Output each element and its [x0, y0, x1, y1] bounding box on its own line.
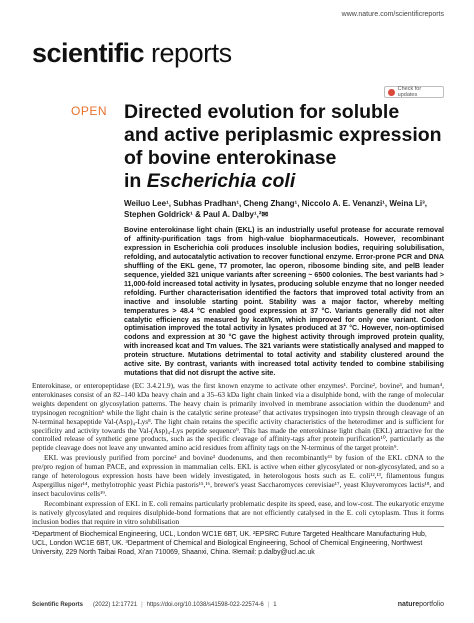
title-line-2: and active periplasmic expression — [124, 124, 442, 146]
journal-logo-rest: reports — [144, 38, 232, 68]
crossmark-icon — [388, 89, 395, 96]
journal-logo-bold: scientific — [32, 38, 145, 68]
title-line-4: in — [124, 170, 147, 192]
affiliations: ¹Department of Biochemical Engineering, UCL, London WC1E 6BT, UK. ²EPSRC Future Targeted Healthcare Manufacturing Hub, UCL, London WC1E 6BT, UK. ³Department of Chemical and Biological Engineering, School of Chemical Engineering, Northwest University, 229 North Taibai Road, Xi'an 710069, Shaanxi, China. ✉email: p.dalby@ucl.ac.uk — [32, 531, 427, 556]
abstract: Bovine enterokinase light chain (EKL) is an industrially useful protease for accurate removal of affinity-purification tags from high-value biopharmaceuticals. However, recombinant expression in Escherichia coli produces insoluble inclusion bodies, requiring solubilisation, refolding, and autocatalytic activation to recover functional enzyme. Error-prone PCR and DNA shuffling of the EKL gene, T7 promoter, lac operon, ribosome binding site, and pelB leader sequence, yielded 321 unique variants after screening ~ 6500 colonies. The best variants had > 11,000-fold increased total activity in lysates, producing soluble enzyme that no longer needed refolding. Further characterisation identified the factors that improved total activity from an inactive and insoluble starting point. Stability was a major factor, whereby melting temperatures > 48.4 °C enabled good expression at 37 °C. Variants generally did not alter catalytic efficiency as measured by kcat/Km, which improved for only one variant. Codon optimisation improved the total activity in lysates produced at 37 °C. However, non-optimised codons and expression at 30 °C gave the highest activity through improved protein quality, with increased kcat and Tm values. The 321 variants were statistically analysed and mapped to protein structure. Mutations detrimental to total activity and stability clustered around the active site. By contrast, variants with increased total activity tended to combine stabilising mutations that did not disrupt the active site. — [124, 226, 444, 378]
paragraph-2: EKL was previously purified from porcine² and bovine³ duodenums, and then recombinantly¹¹ by fusion of the EKL cDNA to the pre/pro region of human PACE, and expression in mammalian cells. EKL is active when either glycosylated or non-glycosylated, and so a range of heterologous expression hosts have been widely investigated, in heterologous hosts such as E. coli¹²,¹³, filamentous fungus Aspergillus niger¹⁴, methylotrophic yeast Pichia pastoris¹⁵,¹⁶, brewer's yeast Saccharomyces cerevisiae¹⁷, yeast Kluyveromyces lactis¹⁸, and insect baculovirus cells¹⁹. — [32, 453, 444, 498]
page-footer — [32, 601, 444, 608]
publisher-logo — [398, 601, 444, 608]
title-species: Escherichia coli — [146, 170, 296, 192]
author-list[interactable]: Weiluo Lee¹, Subhas Pradhan¹, Cheng Zhang¹, Niccolo A. E. Venanzi¹, Weina Li³, Stephen Goldrick¹ & Paul A. Dalby¹,²✉ — [124, 199, 427, 219]
check-for-updates-label: Check for updates — [397, 86, 422, 98]
footer-citation: (2022) 12:17721 — [93, 601, 138, 608]
publisher-logo-rest: portfolio — [419, 601, 444, 608]
title-line-1: Directed evolution for soluble — [124, 101, 400, 123]
article-title — [124, 101, 454, 193]
footnote-divider — [32, 526, 444, 527]
journal-url[interactable]: www.nature.com/scientificreports — [341, 11, 444, 18]
footer-doi-link[interactable]: https://doi.org/10.1038/s41598-022-22574-6 — [146, 601, 264, 608]
journal-logo — [32, 38, 232, 69]
publisher-logo-bold: nature — [397, 601, 420, 608]
title-line-3: of bovine enterokinase — [124, 147, 337, 169]
footer-separator-1: | — [141, 601, 143, 608]
footer-separator-2: | — [267, 601, 270, 608]
paragraph-1: Enterokinase, or enteropeptidase (EC 3.4.21.9), was the first known enzyme to activate other enzymes¹. Porcine², bovine³, and human⁴, enterokinases consist of an 82–140 kDa heavy chain and a 35–63 kDa light chain linked via a disulphide bond, with the range of molecular weights dependent on glycosylation patterns. The heavy chain is primarily involved in membrane association within the duodenum⁵ and trypsinogen recognition⁶ while the light chain is the catalytic serine protease⁷ that activates trypsinogen into trypsin through cleavage of an N-terminal hexapeptide Val-(Asp)₄-Lys⁸. The light chain retains the specific activity characteristics of the heterodimer and is sufficient for specificity and activity towards the Val-(Asp)₄-Lys peptide sequence⁹. This has made the enterokinase light chain (EKL) attractive for the controlled release of synthetic gene products, such as the specific cleavage of affinity-tags after protein purification¹⁰, particularly as the peptide cleavage does not leave any unwanted amino acid residues from affinity tags on the N-terminus of the target protein⁹. — [32, 381, 444, 453]
check-for-updates-button[interactable] — [384, 86, 444, 98]
footer-journal: Scientific Reports — [32, 601, 84, 608]
open-access-label: OPEN — [71, 104, 108, 118]
body-text — [32, 382, 444, 528]
footer-page-number: 1 — [273, 601, 277, 608]
paragraph-3: Recombinant expression of EKL in E. coli remains particularly problematic despite its speed, ease, and low-cost. The eukaryotic enzyme is natively glycosylated and requires disulphide-bond formations that are not efficiently catalysed in the E. coli cytoplasm. Thus it forms inclusion bodies that require in vitro solubilisation — [32, 498, 444, 526]
